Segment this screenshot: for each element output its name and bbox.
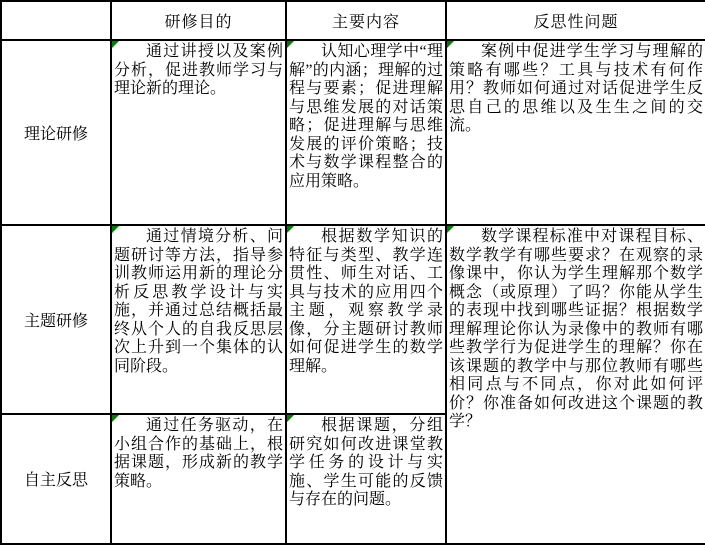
header-label-questions: 反思性问题 — [533, 14, 619, 31]
comment-marker-icon — [112, 415, 119, 422]
cell-theme-questions — [446, 225, 705, 544]
corner-header-cell — [1, 1, 111, 40]
header-label-purpose: 研修目的 — [164, 14, 233, 31]
comment-marker-icon — [447, 226, 454, 233]
comment-marker-icon — [287, 226, 294, 233]
header-label-content: 主要内容 — [331, 14, 400, 31]
comment-marker-icon — [112, 226, 119, 233]
table-row — [1, 40, 705, 225]
comment-marker-icon — [112, 41, 119, 48]
cell-text: 案例中促进学生学习与理解的策略有哪些？工具与技术有何作用？教师如何通过对话促进学生反思自己的思维以及生生之间的交流。 — [449, 43, 703, 134]
header-row — [1, 1, 705, 40]
cell-text: 数学课程标准中对课程目标、数学教学有哪些要求？在观察的录像课中，你认为学生理解那个数学概念（或原理）了吗？你能从学生的表现中找到哪些证据？根据数学理解理论你认为录像中的教师有哪些教学行为促进学生的理解？你在该课题的教学中与那位教师有哪些相同点与不同点，你对此如何评价？你准备如何改进这个课题的教学？ — [449, 228, 703, 430]
cell-text: 根据数学知识的特征与类型、教学连贯性、师生对话、工具与技术的应用四个主题，观察教学录像，分主题研讨教师如何促进学生的数学理解。 — [289, 228, 443, 375]
row-label-text: 自主反思 — [23, 472, 88, 490]
comment-marker-icon — [447, 41, 454, 48]
header-cell-purpose — [111, 1, 286, 40]
header-cell-content — [286, 1, 446, 40]
cell-theory-questions — [446, 40, 705, 225]
cell-theory-purpose — [111, 40, 286, 225]
comment-marker-icon — [287, 415, 294, 422]
cell-text: 通过讲授以及案例分析，促进教师学习与理论新的理论。 — [114, 43, 283, 97]
table-row — [1, 225, 705, 414]
cell-text: 通过情境分析、问题研讨等方法，指导参训教师运用新的理论分析反思教学设计与实施，并通过总结概括最终从个人的自我反思层次上升到一个集体的认同阶段。 — [114, 228, 283, 375]
row-label-theory-training — [1, 40, 111, 225]
cell-text: 通过任务驱动，在小组合作的基础上，根据课题，形成新的教学策略。 — [114, 417, 283, 490]
cell-text: 根据课题，分组研究如何改进课堂教学任务的设计与实施、学生可能的反馈与存在的问题。 — [289, 417, 443, 508]
cell-reflection-purpose — [111, 414, 286, 544]
cell-reflection-content — [286, 414, 446, 544]
comment-marker-icon — [287, 41, 294, 48]
header-cell-questions — [446, 1, 705, 40]
cell-text: 认知心理学中“理解”的内涵；理解的过程与要素；促进理解与思维发展的对话策略；促进理解与思维发展的评价策略；技术与数学课程整合的应用策略。 — [289, 43, 443, 190]
row-label-text: 理论研修 — [23, 126, 88, 143]
row-label-text: 主题研修 — [23, 313, 88, 330]
row-label-self-reflection — [1, 414, 111, 544]
cell-theory-content — [286, 40, 446, 225]
cell-theme-content — [286, 225, 446, 414]
row-label-theme-training — [1, 225, 111, 414]
cell-theme-purpose — [111, 225, 286, 414]
